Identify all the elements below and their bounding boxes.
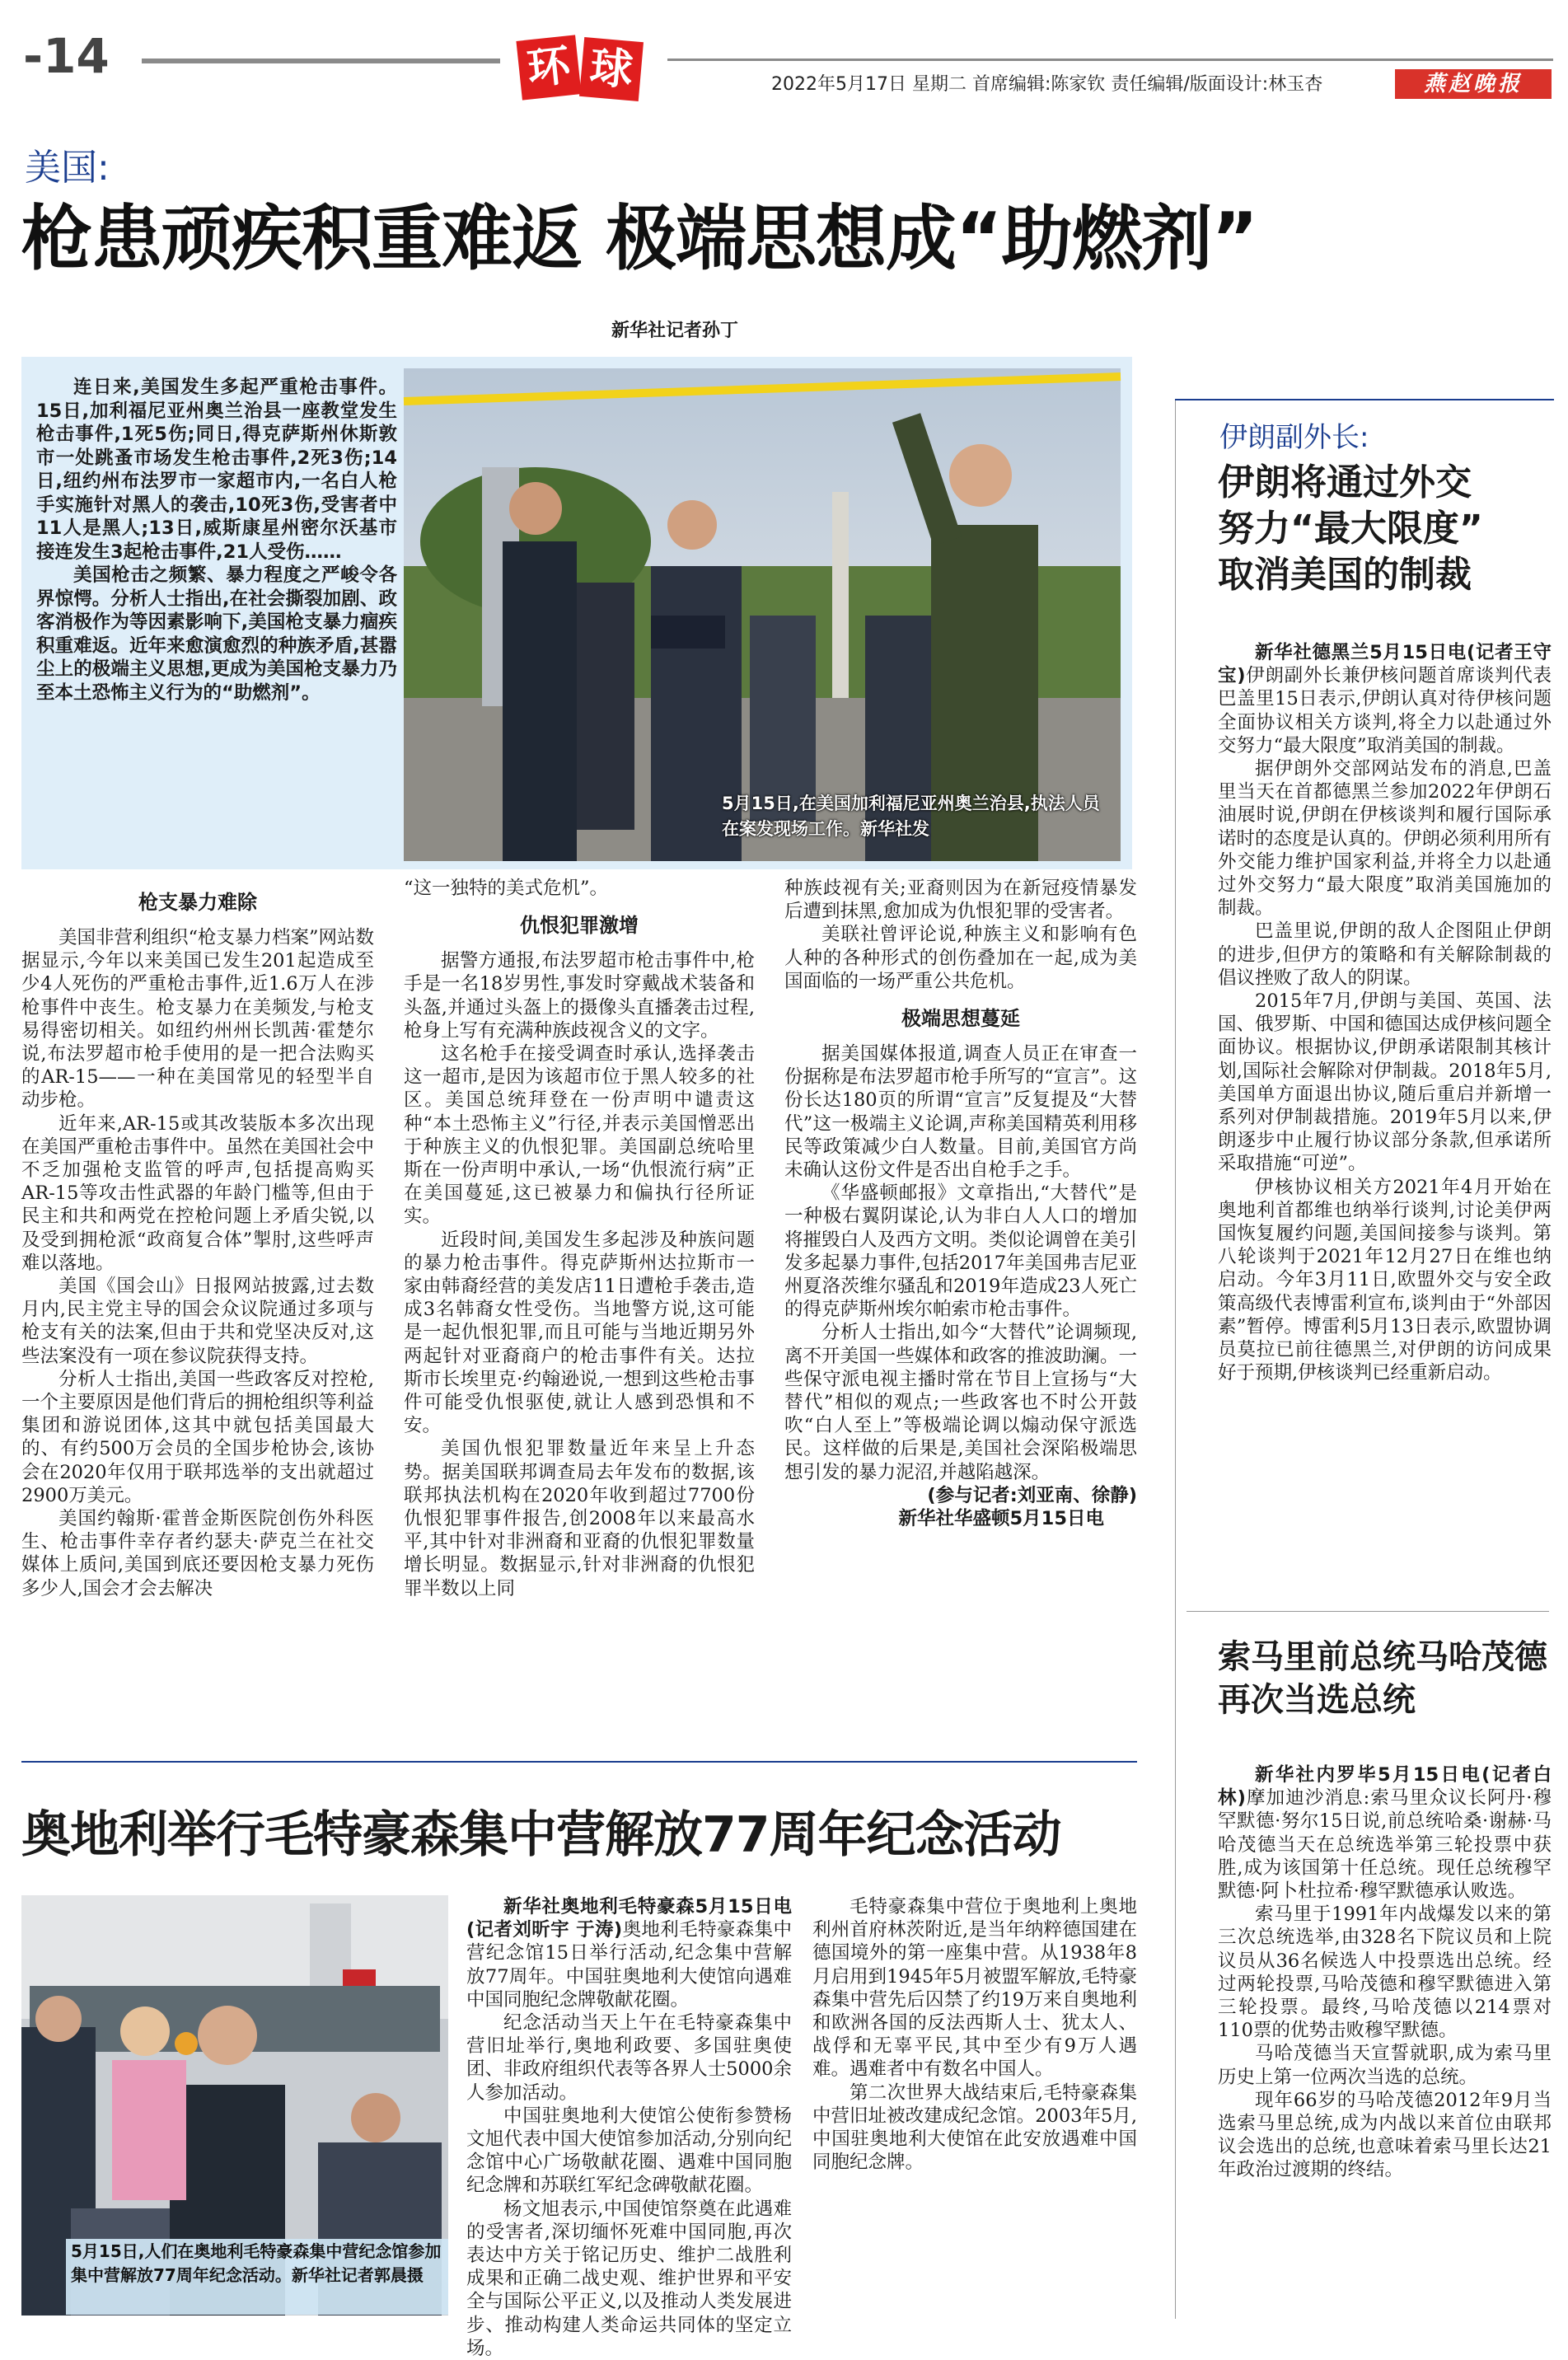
title-line: 索马里前总统马哈茂德 (1218, 1638, 1547, 1676)
right-column-rule (1175, 399, 1554, 400)
body-paragraph: 据警方通报,布法罗超市枪击事件中,枪手是一名18岁男性,事发时穿戴战术装备和头盔,并通过头盔上的摄像头直播袭击过程,枪身上写有充满种族歧视含义的文字。 (404, 950, 755, 1042)
title-line: 再次当选总统 (1218, 1681, 1416, 1719)
column-divider (1175, 399, 1176, 2319)
body-paragraph: 杨文旭表示,中国使馆祭奠在此遇难的受害者,深切缅怀死难中国同胞,再次表达中方关于铭记历史、维护二战胜利成果和正确二战史观、维护世界和平安全与国际公平正义,以及推动人类发展进步、推动构建人类命运共同体的坚定立场。 (466, 2198, 792, 2359)
body-paragraph: 分析人士指出,美国一些政客反对控枪,一个主要原因是他们背后的拥枪组织等利益集团和游说团体,这其中就包括美国最大的、有约500万会员的全国步枪协会,该协会在2020年仅用于联邦选举的支出就超过2900万美元。 (21, 1368, 374, 1506)
body-paragraph: 纪念活动当天上午在毛特豪森集中营旧址举行,奥地利政要、多国驻奥使团、非政府组织代表等各界人士5000余人参加活动。 (466, 2012, 792, 2104)
crime-scene-photo-art (404, 368, 1121, 861)
body-paragraph: 分析人士指出,如今“大替代”论调频现,离不开美国一些媒体和政客的推波助澜。一些保守派电视主播时常在节目上宣扬与“大替代”相似的观点;一些政客也不时公开鼓吹“白人至上”等极端论调以煽动保守派选民。这样做的后果是,美国社会深陷极端思想引发的暴力泥沼,并越陷越深。 (784, 1322, 1137, 1483)
lead-dateline: 新华社奥地利毛特豪森5月15日电(记者刘昕宇 于涛) (466, 1896, 792, 1941)
article2-title (1218, 460, 1552, 598)
lead-paragraph: 美国枪击之频繁、暴力程度之严峻令各界惊愕。分析人士指出,在社会撕裂加剧、政客消极作为等因素影响下,美国枪支暴力痼疾积重难返。近年来愈演愈烈的种族矛盾,甚嚣尘上的极端主义思想,更成为美国枪支暴力乃至本土恐怖主义行为的“助燃剂”。 (36, 564, 397, 704)
body-paragraph: 2015年7月,伊朗与美国、英国、法国、俄罗斯、中国和德国达成伊核问题全面协议。根据协议,伊朗承诺限制其核计划,国际社会解除对伊制裁。2018年5月,美国单方面退出协议,随后重启并新增一系列对伊制裁措施。2019年5月以来,伊朗逐步中止履行协议部分条款,但承诺所采取措施“可逆”。 (1218, 990, 1552, 1175)
newspaper-logo: 燕赵晚报 (1395, 69, 1552, 99)
section-divider (1187, 1611, 1549, 1612)
body-paragraph: 马哈茂德当天宣誓就职,成为索马里历史上第一位两次当选的总统。 (1218, 2043, 1552, 2088)
crime-scene-photo (404, 368, 1121, 861)
body-paragraph: 据美国媒体报道,调查人员正在审查一份据称是布法罗超市枪手所写的“宣言”。这份长达180页的所谓“宣言”反复提及“大替代”这一极端主义论调,声称美国精英利用移民等政策减少白人数量。目前,美国官方尚未确认这份文件是否出自枪手之手。 (784, 1043, 1138, 1182)
section-heading: 枪支暴力难除 (138, 891, 257, 914)
header-rule-right (667, 59, 1553, 61)
article1-col2 (404, 877, 755, 1600)
body-paragraph: 伊核协议相关方2021年4月开始在奥地利首都维也纳举行谈判,讨论美伊两国恢复履约问题,美国间接参与谈判。第八轮谈判于2021年12月27日在维也纳启动。今年3月11日,欧盟外交与安全政策高级代表博雷利宣布,谈判由于“外部因素”暂停。博雷利5月13日表示,欧盟协调员莫拉已前往德黑兰,对伊朗的访问成果好于预期,伊核谈判已经重新启动。 (1218, 1176, 1552, 1384)
article1-kicker: 美国: (25, 147, 110, 189)
photo-caption: 5月15日,人们在奥地利毛特豪森集中营纪念馆参加集中营解放77周年纪念活动。新华社记者郭晨摄 (71, 2241, 442, 2285)
section-heading: 极端思想蔓延 (901, 1007, 1020, 1031)
body-paragraph: 这名枪手在接受调查时承认,选择袭击这一超市,是因为该超市位于黑人较多的社区。美国总统拜登在一份声明中谴责这种“本土恐怖主义”行径,并表示美国憎恶出于种族主义的仇恨犯罪。美国副总统哈里斯在一份声明中承认,一场“仇恨流行病”正在美国蔓延,这已被暴力和偏执行径所证实。 (404, 1043, 755, 1228)
article3-title (1218, 1636, 1552, 1721)
title-line: 努力“最大限度” (1218, 508, 1483, 550)
header-rule-left (142, 59, 500, 63)
article1-col3 (784, 877, 1137, 1530)
section-char-1: 环 (516, 35, 581, 100)
photo-caption: 5月15日,在美国加利福尼亚州奥兰治县,执法人员在案发现场工作。新华社发 (722, 794, 1100, 839)
section-heading: 仇恨犯罪激增 (520, 914, 639, 938)
body-paragraph: 美国约翰斯·霍普金斯医院创伤外科医生、枪击事件幸存者约瑟夫·萨克兰在社交媒体上质问,美国到底还要因枪支暴力死伤多少人,国会才会去解决 (21, 1508, 374, 1599)
lead-text: 伊朗副外长兼伊核问题首席谈判代表巴盖里15日表示,伊朗认真对待伊核问题全面协议相关方谈判,将全力以赴通过外交努力“最大限度”取消美国的制裁。 (1218, 665, 1552, 756)
lead-text: 奥地利毛特豪森集中营纪念馆15日举行活动,纪念集中营解放77周年。中国驻奥地利大使馆向遇难中国同胞纪念牌敬献花圈。 (466, 1919, 792, 2011)
lead-text: 摩加迪沙消息:索马里众议长阿丹·穆罕默德·努尔15日说,前总统哈桑·谢赫·马哈茂德当天在总统选举第三轮投票中获胜,成为该国第十任总统。现任总统穆罕默德·阿卜杜拉希·穆罕默德承认败选。 (1218, 1787, 1552, 1903)
body-paragraph: 据伊朗外交部网站发布的消息,巴盖里当天在首都德黑兰参加2022年伊朗石油展时说,伊朗在伊核谈判和履行国际承诺时的态度是认真的。伊朗必须利用所有外交能力维护国家利益,并将全力以赴通过外交努力“最大限度”取消美国施加的制裁。 (1218, 758, 1552, 920)
article3-body (1218, 1763, 1552, 2182)
body-paragraph: 近年来,AR-15或其改装版本多次出现在美国严重枪击事件中。虽然在美国社会中不乏加强枪支监管的呼声,包括提高购买AR-15等攻击性武器的年龄门槛等,但由于民主和共和两党在控枪问题上矛盾尖锐,以及受到拥枪派“政商复合体”掣肘,这些呼声难以落地。 (21, 1112, 374, 1274)
body-paragraph: 美国仇恨犯罪数量近年来呈上升态势。据美国联邦调查局去年发布的数据,该联邦执法机构在2020年收到超过7700份仇恨犯罪事件报告,创2008年以来最高水平,其中针对非洲裔和亚裔的仇恨犯罪数量增长明显。数据显示,针对非洲裔的仇恨犯罪半数以上同 (404, 1438, 755, 1599)
lead-paragraph: 连日来,美国发生多起严重枪击事件。15日,加利福尼亚州奥兰治县一座教堂发生枪击事件,1死5伤;同日,得克萨斯州休斯敦市一处跳蚤市场发生枪击事件,2死3伤;14日,纽约州布法罗市一家超市内,一名白人枪手实施针对黑人的袭击,10死3伤,受害者中11人是黑人;13日,威斯康星州密尔沃基市接连发生3起枪击事件,21人受伤…… (36, 377, 397, 563)
title-line: 取消美国的制裁 (1218, 554, 1472, 596)
article2-body (1218, 641, 1552, 1385)
body-paragraph: 美国《国会山》日报网站披露,过去数月内,民主党主导的国会众议院通过多项与枪支有关的法案,但由于共和党坚决反对,这些法案没有一项在参议院获得支持。 (21, 1276, 374, 1367)
page-number: -14 (23, 28, 110, 84)
lead-dateline: 新华社内罗毕5月15日电(记者白林) (1218, 1764, 1552, 1810)
lead-dateline: 新华社德黑兰5月15日电(记者王守宝) (1218, 642, 1552, 687)
body-paragraph: “这一独特的美式危机”。 (404, 878, 609, 899)
article4-col1 (466, 1895, 792, 2359)
header-info: 2022年5月17日 星期二 首席编辑:陈家钦 责任编辑/版面设计:林玉杏 (771, 74, 1323, 95)
body-paragraph: 毛特豪森集中营位于奥地利上奥地利州首府林茨附近,是当年纳粹德国建在德国境外的第一座集中营。从1938年8月启用到1945年5月被盟军解放,毛特豪森集中营先后囚禁了约19万来自奥地利和欧洲各国的反法西斯人士、犹太人、战俘和无辜平民,其中至少有9万人遇难。遇难者中有数名中国人。 (812, 1896, 1137, 2081)
section-char-2: 球 (579, 37, 644, 101)
body-paragraph: 中国驻奥地利大使馆公使衔参赞杨文旭代表中国大使馆参加活动,分别向纪念馆中心广场敬献花圈、遇难中国同胞纪念牌和苏联红军纪念碑敬献花圈。 (466, 2105, 792, 2197)
article1-lead (36, 376, 397, 705)
title-line: 伊朗将通过外交 (1218, 461, 1472, 503)
article1-byline: 新华社记者孙丁 (611, 321, 739, 341)
article4-title: 奥地利举行毛特豪森集中营解放77周年纪念活动 (21, 1806, 1061, 1864)
article2-kicker: 伊朗副外长: (1219, 421, 1369, 454)
dateline: 新华社华盛顿5月15日电 (898, 1508, 1104, 1530)
body-paragraph: 近段时间,美国发生多起涉及种族问题的暴力枪击事件。得克萨斯州达拉斯市一家由韩裔经营的美发店11日遭枪手袭击,造成3名韩裔女性受伤。当地警方说,这可能是一起仇恨犯罪,而且可能与当地近期另外两起针对亚裔商户的枪击事件有关。达拉斯市长埃里克·约翰逊说,一想到这些枪击事件可能受仇恨驱使,就让人感到恐惧和不安。 (404, 1229, 755, 1437)
body-paragraph: 美联社曾评论说,种族主义和影响有色人种的各种形式的创伤叠加在一起,成为美国面临的一场严重公共危机。 (784, 924, 1137, 992)
credits: (参与记者:刘亚南、徐静) (927, 1484, 1137, 1506)
article1-title: 枪患顽疾积重难返 极端思想成“助燃剂” (21, 198, 1257, 280)
body-paragraph: 美国非营利组织“枪支暴力档案”网站数据显示,今年以来美国已发生201起造成至少4人死伤的严重枪击事件,近1.6万人在涉枪事件中丧生。枪支暴力在美频发,与枪支易得密切相关。如纽约州州长凯茜·霍楚尔说,布法罗超市枪手使用的是一把合法购买的AR-15——一种在美国常见的轻型半自动步枪。 (21, 927, 375, 1112)
body-paragraph: 第二次世界大战结束后,毛特豪森集中营旧址被改建成纪念馆。2003年5月,中国驻奥地利大使馆在此安放遇难中国同胞纪念牌。 (812, 2081, 1137, 2174)
body-paragraph: 现年66岁的马哈茂德2012年9月当选索马里总统,成为内战以来首位由联邦议会选出的总统,也意味着索马里长达21年政治过渡期的终结。 (1218, 2089, 1552, 2181)
section-logo (519, 35, 648, 105)
section-divider (21, 1761, 1137, 1763)
article4-col2 (812, 1895, 1137, 2174)
body-paragraph: 种族歧视有关;亚裔则因为在新冠疫情暴发后遭到抹黑,愈加成为仇恨犯罪的受害者。 (784, 878, 1137, 923)
body-paragraph: 索马里于1991年内战爆发以来的第三次总统选举,由328名下院议员和上院议员从36名候选人中投票选出总统。经过两轮投票,马哈茂德和穆罕默德进入第三轮投票。最终,马哈茂德以214票对110票的优势击败穆罕默德。 (1218, 1903, 1552, 2042)
body-paragraph: 《华盛顿邮报》文章指出,“大替代”是一种极右翼阴谋论,认为非白人人口的增加将摧毁白人及西方文明。类似论调曾在美引发多起暴力事件,包括2017年美国弗吉尼亚州夏洛茨维尔骚乱和2019年造成23人死亡的得克萨斯州埃尔帕索市枪击事件。 (784, 1182, 1137, 1321)
article1-col1 (21, 877, 374, 1600)
body-paragraph: 巴盖里说,伊朗的敌人企图阻止伊朗的进步,但伊方的策略和有关解除制裁的倡议挫败了敌人的阴谋。 (1218, 920, 1552, 989)
